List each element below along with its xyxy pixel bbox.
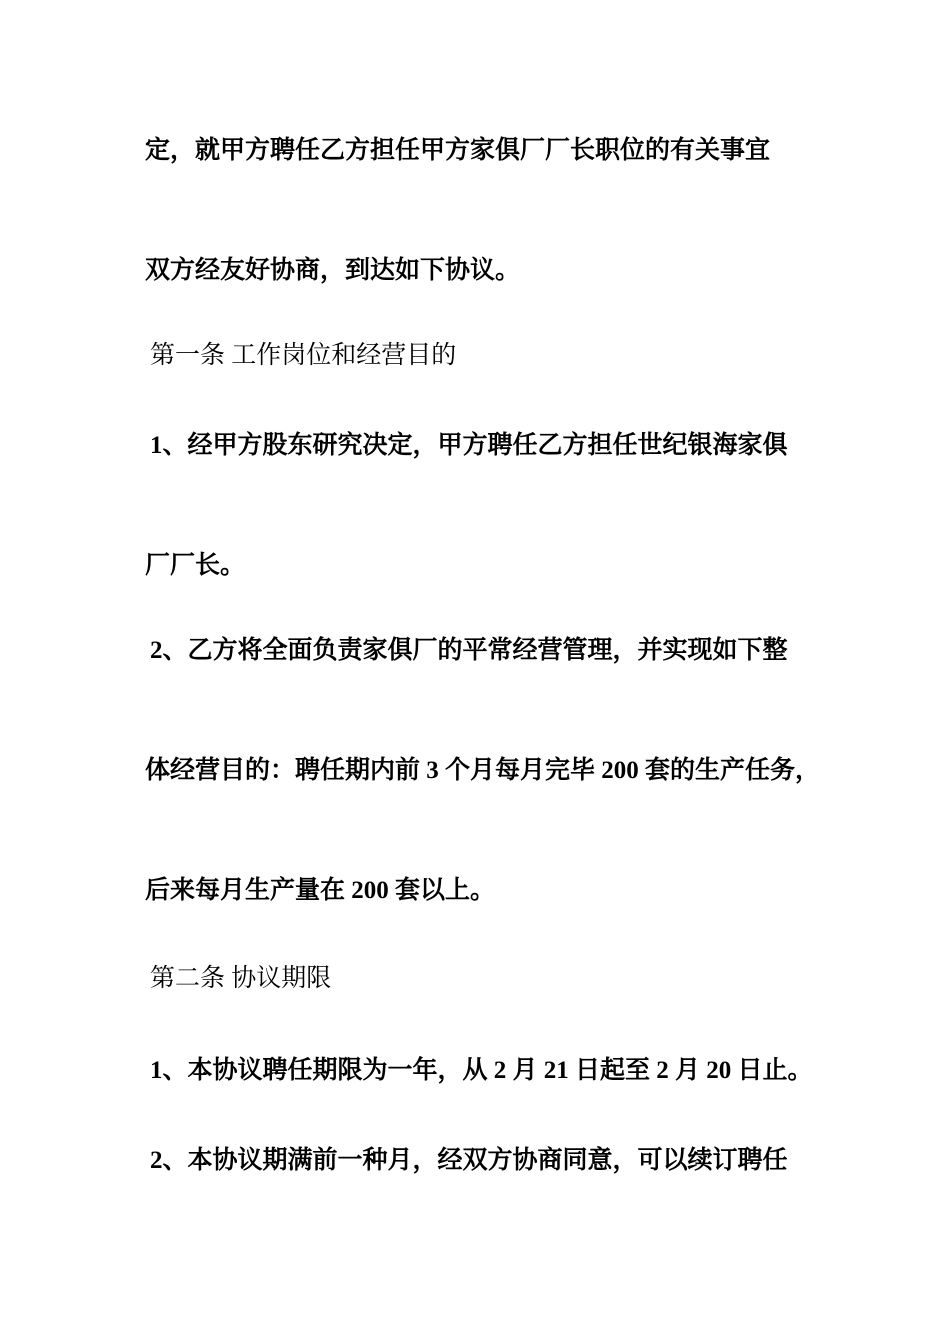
paragraph-line: 2、乙方将全面负责家俱厂的平常经营管理，并实现如下整 <box>150 637 788 664</box>
paragraph-line: 1、经甲方股东研究决定，甲方聘任乙方担任世纪银海家俱 <box>150 432 788 459</box>
paragraph-line: 双方经友好协商，到达如下协议。 <box>145 257 521 284</box>
paragraph-line: 后来每月生产量在 200 套以上。 <box>145 877 496 904</box>
section-heading-2: 第二条 协议期限 <box>150 965 332 992</box>
paragraph-line: 2、本协议期满前一种月，经双方协商同意，可以续订聘任 <box>150 1147 788 1174</box>
section-heading-1: 第一条 工作岗位和经营目的 <box>150 342 457 369</box>
paragraph-line: 定，就甲方聘任乙方担任甲方家俱厂厂长职位的有关事宜 <box>145 137 771 164</box>
paragraph-line: 体经营目的：聘任期内前 3 个月每月完毕 200 套的生产任务， <box>145 757 821 784</box>
paragraph-line: 厂厂长。 <box>145 552 246 579</box>
paragraph-line: 1、本协议聘任期限为一年，从 2 月 21 日起至 2 月 20 日止。 <box>150 1057 813 1084</box>
